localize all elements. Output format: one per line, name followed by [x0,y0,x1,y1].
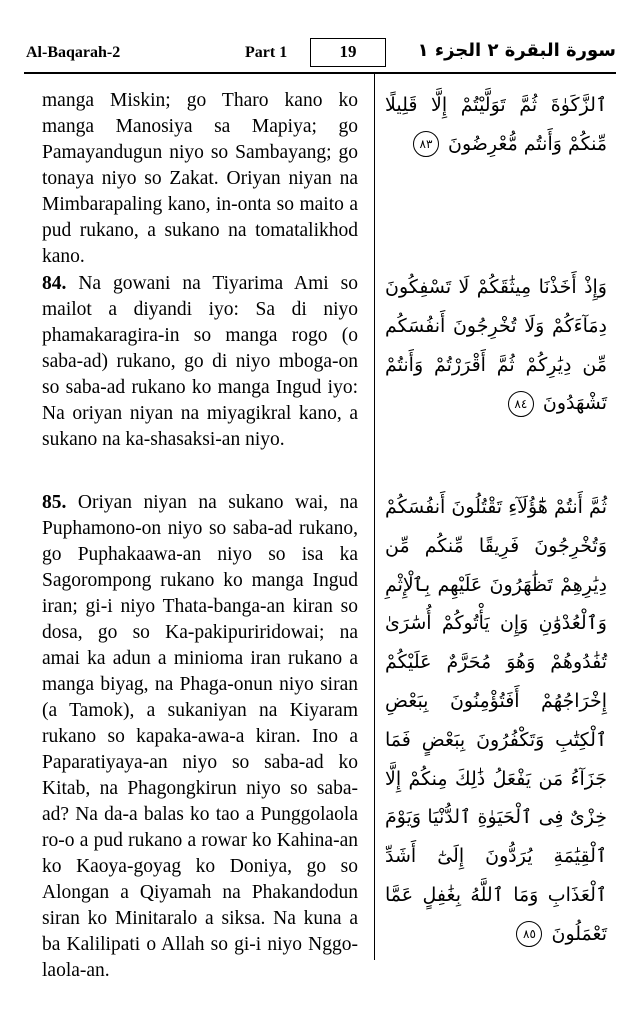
translation-paragraph [42,490,358,984]
translation-paragraph [42,88,358,270]
page-header [26,38,616,68]
verse-text: manga Miskin; go Tharo kano ko manga Manosiya sa Mapiya; go Pamayandugun niyo so Sambayang; go tonaya niyo so Zakat. Oriyan niyan na Mimbarapaling kano, in-onta so maito a pud rukano, a sukano na tomatalikhod kano. [42,90,358,267]
ayah-marker: ٨٣ [413,131,439,157]
arabic-verse [385,268,607,423]
verse-number: 85. [42,492,67,513]
column-divider [374,72,375,960]
verse-number: 84. [42,273,67,294]
ayah-marker: ٨٥ [516,921,542,947]
ayah-marker: ٨٤ [508,391,534,417]
arabic-text: ٱلزَّكَوٰةَ ثُمَّ تَوَلَّيْتُمْ إِلَّا قَلِيلًا مِّنكُمْ وَأَنتُم مُّعْرِضُونَ [385,94,607,155]
page-number: 19 [310,38,386,67]
verse-text: Na gowani na Tiyarima Ami so mailot a diyandi iyo: Sa di niyo phamakaragira-in so manga rogo (o saba-ad) rukano, go di niyo mboga-on so saba-ad rukano ko manga Ingud iyo: Na oriyan niyan na miyagikral kano, a sukano na ka-shasaksi-an niyo. [42,273,358,450]
translation-paragraph [42,271,358,453]
verse-text: Oriyan niyan na sukano wai, na Puphamono-on niyo so saba-ad rukano, go Puphakaawa-an niyo so isa ka Sagorompong rukano ko manga Ingud iran; gi-i niyo Thata-banga-an kiran so dosa, go so Ka-pakipuriridowai; na amai ka adun a minioma iran rukano a manga biyag, na Phaga-onun niyo siran (a Tamok), a sukaniyan na Kiyaram rukano so kapaka-awa-a kiran. Ino a Paparatiyaya-an niyo so saba-ad ko Kitab, na Phagongkirun niyo so saba-ad? Na da-a balas ko tao a Punggolaola ro-o a pud rukano a rowar ko Kahina-an ko Kaoya-goyag ko Doniya, go so Alongan a Qiyamah na Phakandodun siran ko Minitaralo a siksa. Na kuna a ba Kalilipati o Allah so gi-i niyo Nggo-laola-an. [42,492,358,981]
part-label: Part 1 [245,44,288,61]
arabic-verse [385,488,607,954]
arabic-verse [385,86,607,164]
arabic-text: ثُمَّ أَنتُمْ هَٰٓؤُلَآءِ تَقْتُلُونَ أَنفُسَكُمْ وَتُخْرِجُونَ فَرِيقًا مِّنكُم مِّن دِيَٰرِهِمْ تَظَٰهَرُونَ عَلَيْهِم بِٱلْإِثْمِ وَٱلْعُدْوَٰنِ وَإِن يَأْتُوكُمْ أُسَٰرَىٰ تُفَٰدُوهُمْ وَهُوَ مُحَرَّمٌ عَلَيْكُمْ إِخْرَاجُهُمْ أَفَتُؤْمِنُونَ بِبَعْضِ ٱلْكِتَٰبِ وَتَكْفُرُونَ بِبَعْضٍ فَمَا جَزَآءُ مَن يَفْعَلُ ذَٰلِكَ مِنكُمْ إِلَّا خِزْىٌ فِى ٱلْحَيَوٰةِ ٱلدُّنْيَا وَيَوْمَ ٱلْقِيَٰمَةِ يُرَدُّونَ إِلَىٰٓ أَشَدِّ ٱلْعَذَابِ وَمَا ٱللَّهُ بِغَٰفِلٍ عَمَّا تَعْمَلُونَ [385,496,607,945]
surah-title: Al-Baqarah-2 [26,44,121,61]
header-rule [24,72,616,74]
arabic-text: وَإِذْ أَخَذْنَا مِيثَٰقَكُمْ لَا تَسْفِكُونَ دِمَآءَكُمْ وَلَا تُخْرِجُونَ أَنفُسَكُم مِّن دِيَٰرِكُمْ ثُمَّ أَقْرَرْتُمْ وَأَنتُمْ تَشْهَدُونَ [385,276,607,415]
arabic-header: سورة البقرة ٢ الجزء ١ [417,40,616,61]
